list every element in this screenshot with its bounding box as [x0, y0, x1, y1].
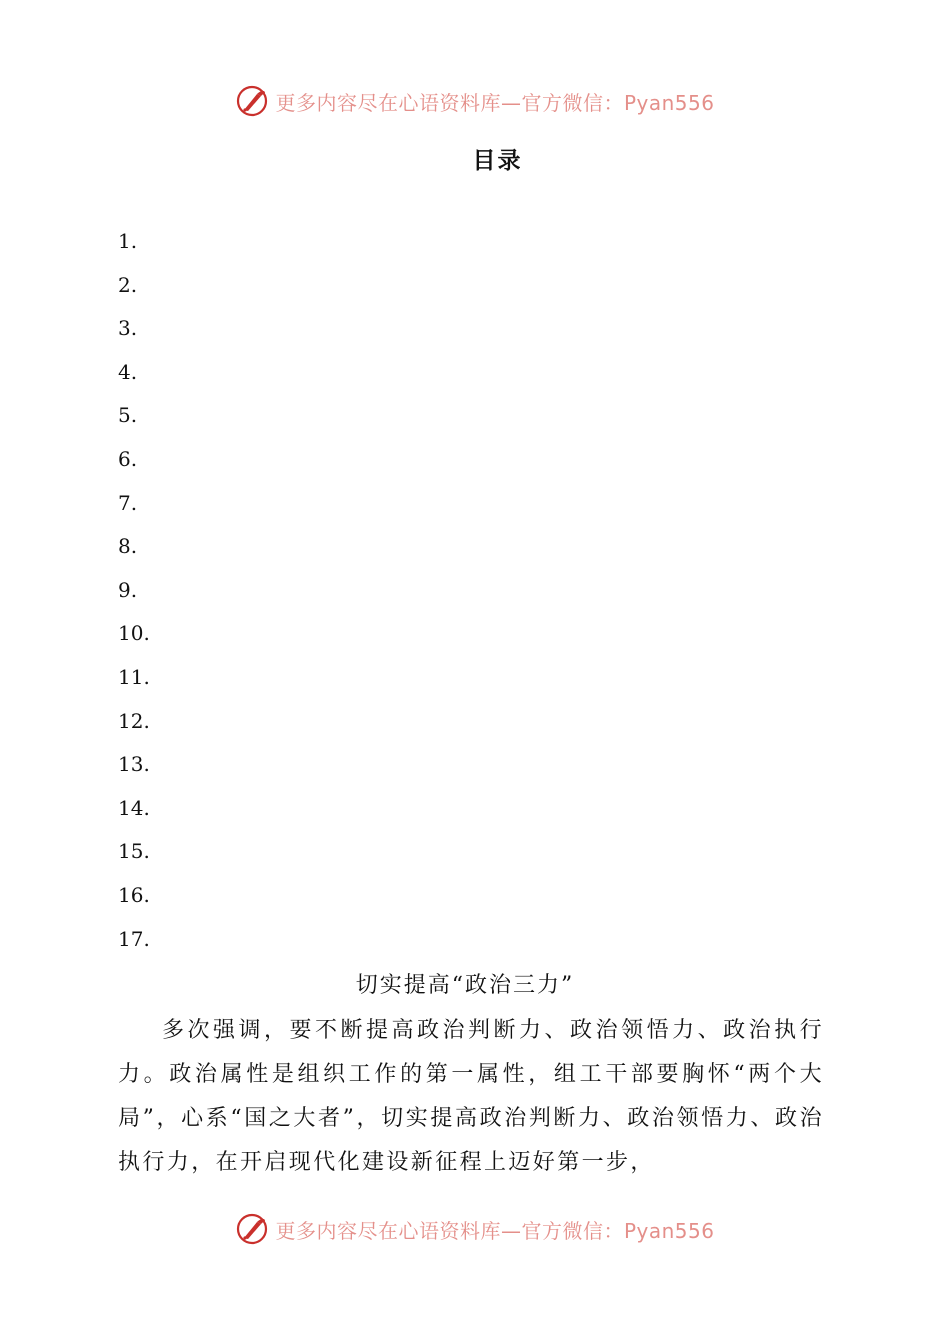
toc-item[interactable]: 8.	[118, 534, 138, 559]
toc-item[interactable]: 14.	[118, 795, 150, 820]
toc-item[interactable]: 3.	[118, 316, 138, 341]
toc-item[interactable]: 5.	[118, 403, 138, 428]
footer-watermark	[0, 1212, 950, 1246]
toc-item[interactable]: 7.	[118, 490, 138, 515]
toc-item[interactable]: 2.	[118, 272, 138, 297]
toc-item[interactable]: 15.	[118, 839, 150, 864]
quill-pen-logo-icon	[235, 84, 269, 118]
toc-item[interactable]: 12.	[118, 708, 150, 733]
toc-item[interactable]: 9.	[118, 577, 138, 602]
toc-item[interactable]: 4.	[118, 359, 138, 384]
toc-item[interactable]: 1.	[118, 229, 138, 253]
toc-item[interactable]: 10.	[118, 621, 150, 646]
quill-pen-logo-icon	[235, 1212, 269, 1246]
watermark-text: 更多内容尽在心语资料库—官方微信：Pyan556	[275, 90, 715, 115]
toc-title: 目录	[472, 148, 523, 174]
toc-item[interactable]: 17.	[118, 926, 150, 951]
toc-item[interactable]: 16.	[118, 882, 150, 907]
toc-item[interactable]: 13.	[118, 752, 150, 777]
section-title: 切实提高“政治三力”	[355, 973, 575, 998]
toc-list	[118, 228, 150, 969]
toc-item[interactable]: 11.	[118, 664, 150, 689]
header-watermark	[0, 84, 950, 118]
watermark-text: 更多内容尽在心语资料库—官方微信：Pyan556	[275, 1218, 715, 1243]
body-paragraph: 多次强调，要不断提高政治判断力、政治领悟力、政治执行力。政治属性是组织工作的第一属性，组工干部要胸怀“两个大局”，心系“国之大者”，切实提高政治判断力、政治领悟力、政治执行力，在开启现代化建设新征程上迈好第一步，	[118, 1018, 824, 1175]
toc-item[interactable]: 6.	[118, 446, 138, 471]
